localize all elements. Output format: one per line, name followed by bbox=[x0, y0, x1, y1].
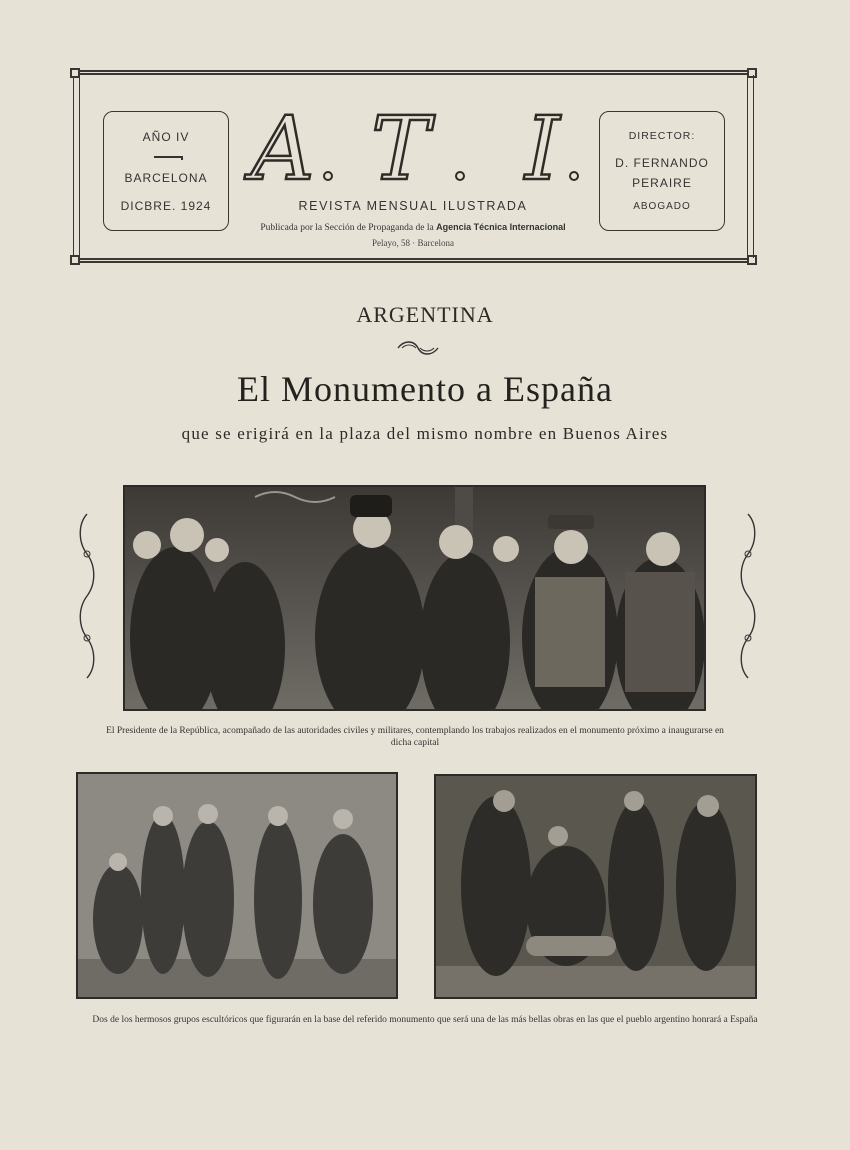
magazine-subtitle: REVISTA MENSUAL ILUSTRADA bbox=[298, 199, 528, 213]
article-headline: El Monumento a España bbox=[237, 369, 613, 409]
sculpture-group-photo-right bbox=[434, 774, 757, 999]
logo-letter: I bbox=[525, 97, 560, 200]
scroll-ornament-icon bbox=[737, 512, 759, 680]
section-title: ARGENTINA bbox=[356, 302, 494, 327]
issue-city: BARCELONA bbox=[124, 171, 208, 185]
issue-date: DICBRE. 1924 bbox=[120, 199, 212, 213]
corner-ornament bbox=[70, 68, 80, 78]
masthead bbox=[73, 70, 754, 263]
sculpture-group-photo-left bbox=[76, 772, 398, 999]
director-box bbox=[599, 111, 725, 231]
scroll-ornament-icon bbox=[76, 512, 98, 680]
swirl-ornament-icon bbox=[396, 340, 440, 356]
magazine-logo bbox=[243, 97, 588, 200]
issue-year: AÑO IV bbox=[142, 130, 190, 144]
corner-ornament bbox=[70, 255, 80, 265]
publisher-line bbox=[233, 222, 593, 233]
issue-info-box bbox=[103, 111, 229, 231]
publisher-prefix: Publicada por la Sección de Propaganda de la bbox=[260, 223, 434, 233]
logo-letter: A bbox=[251, 97, 315, 200]
article-deck: que se erigirá en la plaza del mismo nombre en Buenos Aires bbox=[181, 424, 669, 443]
publisher-name: Agencia Técnica Internacional bbox=[436, 222, 566, 232]
director-name-line2: PERAIRE bbox=[632, 176, 692, 190]
top-photo-caption: El Presidente de la República, acompañado de las autoridades civiles y militares, contemplando los trabajos realizados en el monumento próximo a inaugurarse en dicha capital bbox=[106, 726, 724, 748]
director-label: DIRECTOR: bbox=[628, 130, 696, 142]
divider-ornament bbox=[154, 156, 181, 161]
logo-letter: T bbox=[371, 97, 430, 200]
corner-ornament bbox=[747, 255, 757, 265]
logo-dot bbox=[455, 171, 465, 181]
logo-dot bbox=[323, 171, 333, 181]
bottom-photos-caption: Dos de los hermosos grupos escultóricos que figurarán en la base del referido monumento que será una de las más bellas obras en las que el pueblo argentino honrará a España bbox=[92, 1015, 758, 1025]
corner-ornament bbox=[747, 68, 757, 78]
logo-dot bbox=[569, 171, 579, 181]
director-title: ABOGADO bbox=[633, 201, 691, 212]
president-group-photo bbox=[123, 485, 706, 711]
publisher-address: Pelayo, 58 · Barcelona bbox=[372, 238, 454, 248]
director-name-line1: D. FERNANDO bbox=[615, 156, 709, 170]
